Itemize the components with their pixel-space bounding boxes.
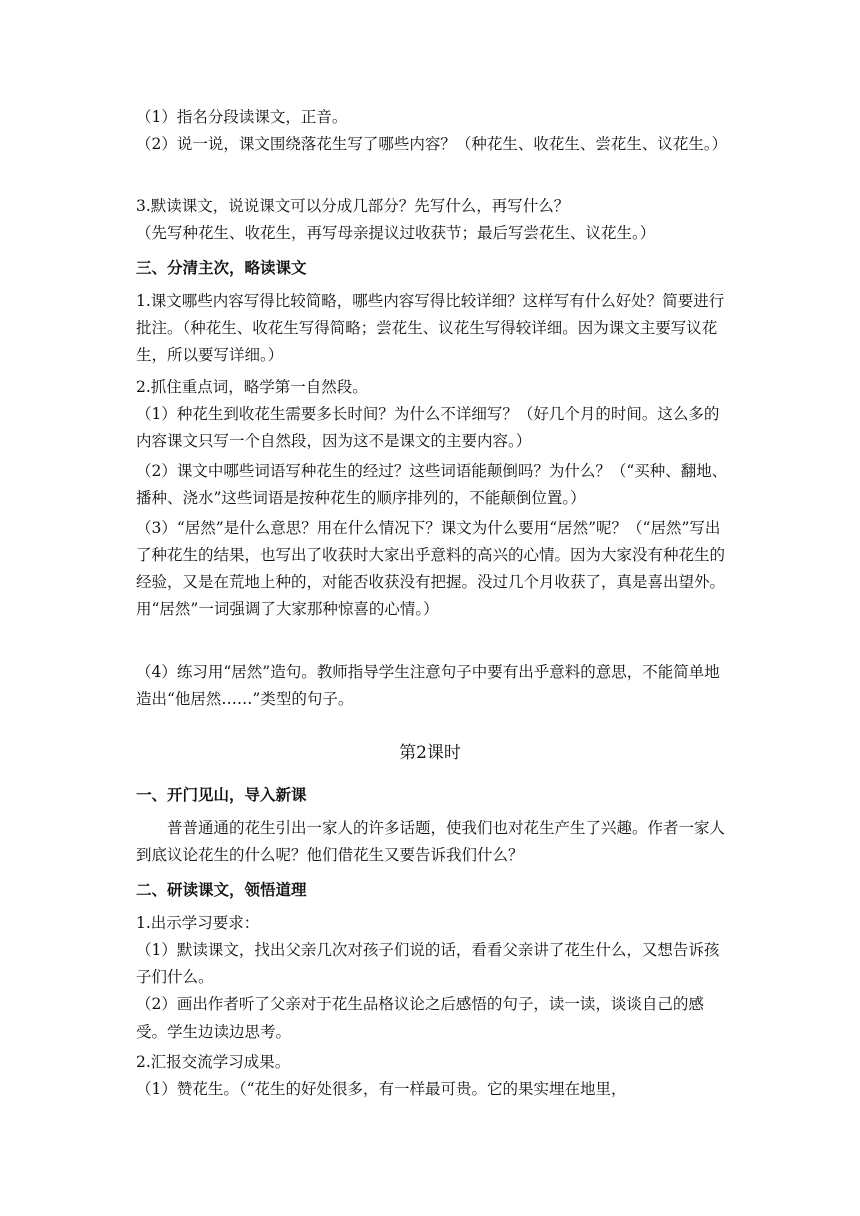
paragraph-praise-peanut: （1）赞花生。（“花生的好处很多，有一样最可贵。它的果实埋在地里，	[136, 1080, 627, 1099]
top-block	[136, 104, 732, 158]
report-block	[136, 1049, 732, 1103]
paragraph-content-question: （2）说一说，课文围绕落花生写了哪些内容？（种花生、收花生、尝花生、议花生。）	[136, 135, 728, 154]
structure-block	[136, 193, 732, 247]
paragraph-intro: 普普通通的花生引出一家人的许多话题，使我们也对花生产生了兴趣。作者一家人到底议论花生的什么呢？他们借花生又要告诉我们什么？	[136, 819, 726, 865]
intro-block	[136, 815, 732, 869]
paragraph-juran-meaning: （3）“居然”是什么意思？用在什么情况下？课文为什么要用“居然”呢？（“居然”写出了种花生的结果，也写出了收获时大家出乎意料的高兴的心情。因为大家没有种花生的经验，又是在荒地上种的，对能否收获没有把握。没过几个月收获了，真是喜出望外。用“居然”一词强调了大家那种惊喜的心情。）	[136, 519, 726, 619]
section-heading: 三、分清主次，略读课文	[136, 259, 307, 277]
section-heading: 一、开门见山，导入新课	[136, 786, 307, 804]
section3-p5-block	[136, 515, 732, 624]
paragraph-requirement-1: （1）默读课文，找出父亲几次对孩子们说的话，看看父亲讲了花生什么，又想告诉孩子们什么。	[136, 941, 720, 987]
lesson-title: 第2课时	[399, 743, 461, 763]
paragraph-detail-question: 1.课文哪些内容写得比较简略，哪些内容写得比较详细？这样写有什么好处？简要进行批注。（种花生、收花生写得简略；尝花生、议花生写得较详细。因为课文主要写议花生，所以要写详细。）	[136, 292, 725, 365]
paragraph-juran-practice: （4）练习用“居然”造句。教师指导学生注意句子中要有出乎意料的意思，不能简单地造出“他居然……”类型的句子。	[136, 663, 720, 709]
paragraph-time-question: （1）种花生到收花生需要多长时间？为什么不详细写？（好几个月的时间。这么多的内容课文只写一个自然段，因为这不是课文的主要内容。）	[136, 405, 720, 451]
paragraph-key-words: 2.抓住重点词，略学第一自然段。	[136, 378, 368, 396]
paragraph-words-order: （2）课文中哪些词语写种花生的经过？这些词语能颠倒吗？为什么？（“买种、翻地、播种、浇水”这些词语是按种花生的顺序排列的，不能颠倒位置。）	[136, 462, 728, 508]
paragraph-report: 2.汇报交流学习成果。	[136, 1053, 291, 1071]
section3-p4-block	[136, 458, 732, 512]
paragraph-requirement-2: （2）画出作者听了父亲对于花生品格议论之后感悟的句子，读一读，谈谈自己的感受。学生边读边思考。	[136, 995, 704, 1041]
paragraph-requirements: 1.出示学习要求：	[136, 914, 260, 932]
paragraph-structure-question: 3.默读课文，说说课文可以分成几部分？先写什么，再写什么？	[136, 197, 570, 215]
paragraph-structure-answer: （先写种花生、收花生，再写母亲提议过收获节；最后写尝花生、议花生。）	[136, 224, 656, 243]
section3-p2-block	[136, 374, 732, 455]
requirements-block	[136, 910, 732, 1046]
section-heading: 二、研读课文，领悟道理	[136, 881, 307, 899]
section3-p6-block	[136, 659, 732, 713]
paragraph-read-aloud: （1）指名分段读课文，正音。	[136, 108, 348, 126]
section3-p1-block	[136, 288, 732, 369]
